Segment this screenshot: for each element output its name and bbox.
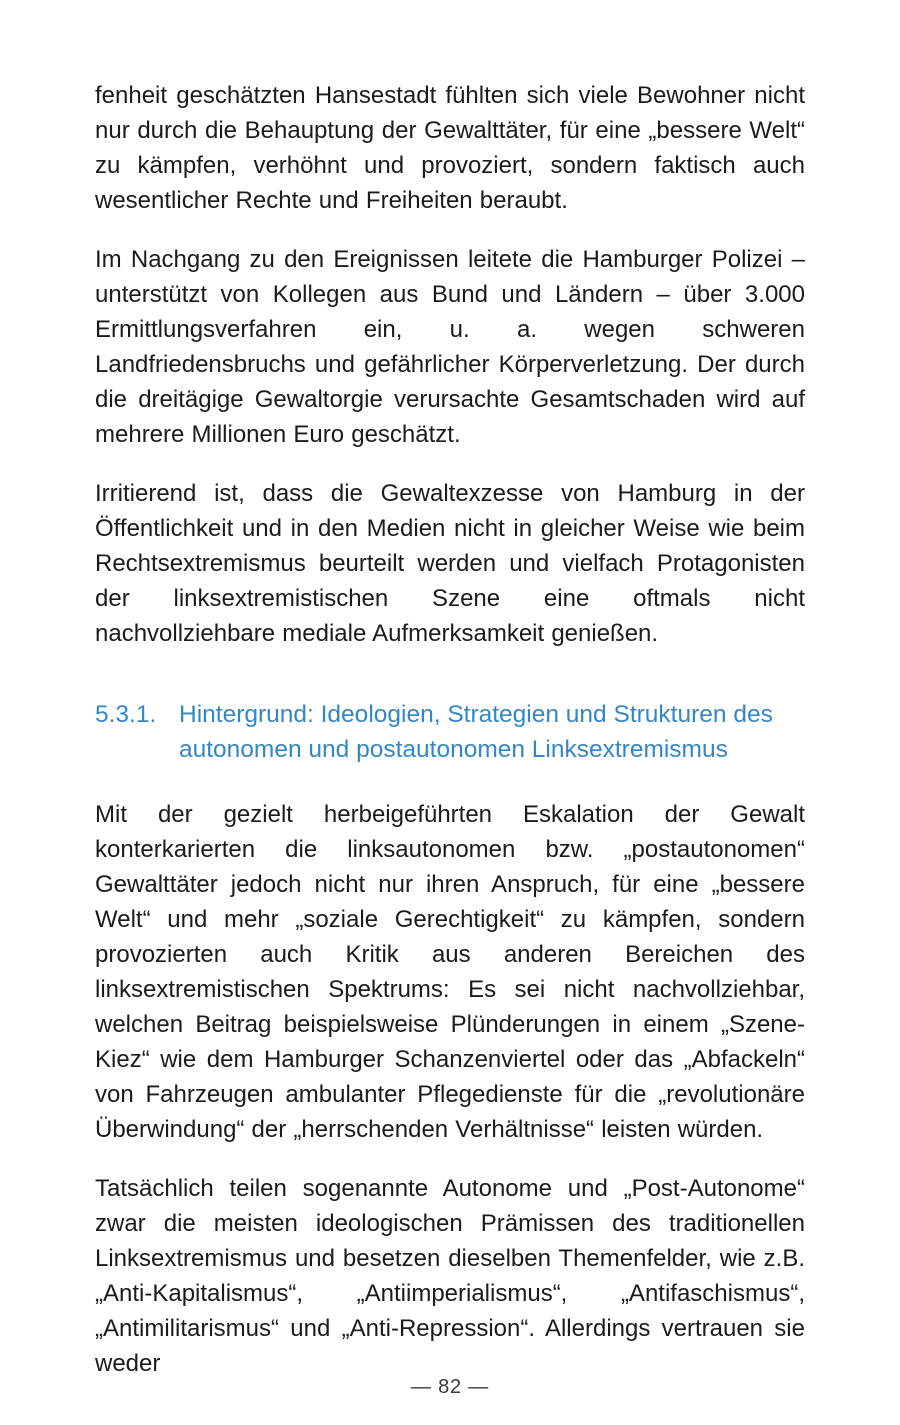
body-paragraph: fenheit geschätzten Hansestadt fühlten sich viele Bewohner nicht nur durch die Behauptung der Gewalttäter, für eine „bessere Welt“ zu kämpfen, verhöhnt und provoziert, sondern faktisch auch wesentlicher Rechte und Freiheiten beraubt.	[95, 82, 805, 214]
section-number: 5.3.1.	[95, 701, 157, 728]
page-number: — 82 —	[410, 1376, 490, 1398]
body-paragraph: Tatsächlich teilen sogenannte Autonome und „Post-Autonome“ zwar die meisten ideologischen Prämissen des traditionellen Linksextremismus und besetzen dieselben Themenfelder, wie z.B. „Anti-Kapitalismus“, „Antiimperialismus“, „Antifaschismus“, „Antimilitarismus“ und „Anti-Repression“. Allerdings vertrauen sie weder	[95, 1175, 805, 1377]
body-paragraph: Mit der gezielt herbeigeführten Eskalation der Gewalt konterkarierten die linksautonomen bzw. „postautonomen“ Gewalttäter jedoch nicht nur ihren Anspruch, für eine „bessere Welt“ und mehr „soziale Gerechtigkeit“ zu kämpfen, sondern provozierten auch Kritik aus anderen Bereichen des linksextremistischen Spektrums: Es sei nicht nachvollziehbar, welchen Beitrag beispielsweise Plünderungen in einem „Szene-Kiez“ wie dem Hamburger Schanzenviertel oder das „Abfackeln“ von Fahrzeugen ambulanter Pflegedienste für die „revolutionäre Überwindung“ der „herrschenden Verhältnisse“ leisten würden.	[95, 801, 805, 1143]
section-heading	[95, 697, 805, 767]
body-paragraph: Im Nachgang zu den Ereignissen leitete die Hamburger Polizei – unterstützt von Kollegen aus Bund und Ländern – über 3.000 Ermittlungsverfahren ein, u. a. wegen schweren Landfriedensbruchs und gefährlicher Körperverletzung. Der durch die dreitägige Gewaltorgie verursachte Gesamtschaden wird auf mehrere Millionen Euro geschätzt.	[95, 246, 805, 448]
page-footer	[0, 1376, 900, 1399]
section-title: Hintergrund: Ideologien, Strategien und Strukturen des autonomen und postautonomen Linksextremismus	[179, 701, 773, 763]
page-content	[95, 78, 805, 1405]
body-paragraph: Irritierend ist, dass die Gewaltexzesse von Hamburg in der Öffentlichkeit und in den Medien nicht in gleicher Weise wie beim Rechtsextremismus beurteilt werden und vielfach Protagonisten der linksextremistischen Szene eine oftmals nicht nachvollziehbare mediale Aufmerksamkeit genießen.	[95, 480, 805, 647]
